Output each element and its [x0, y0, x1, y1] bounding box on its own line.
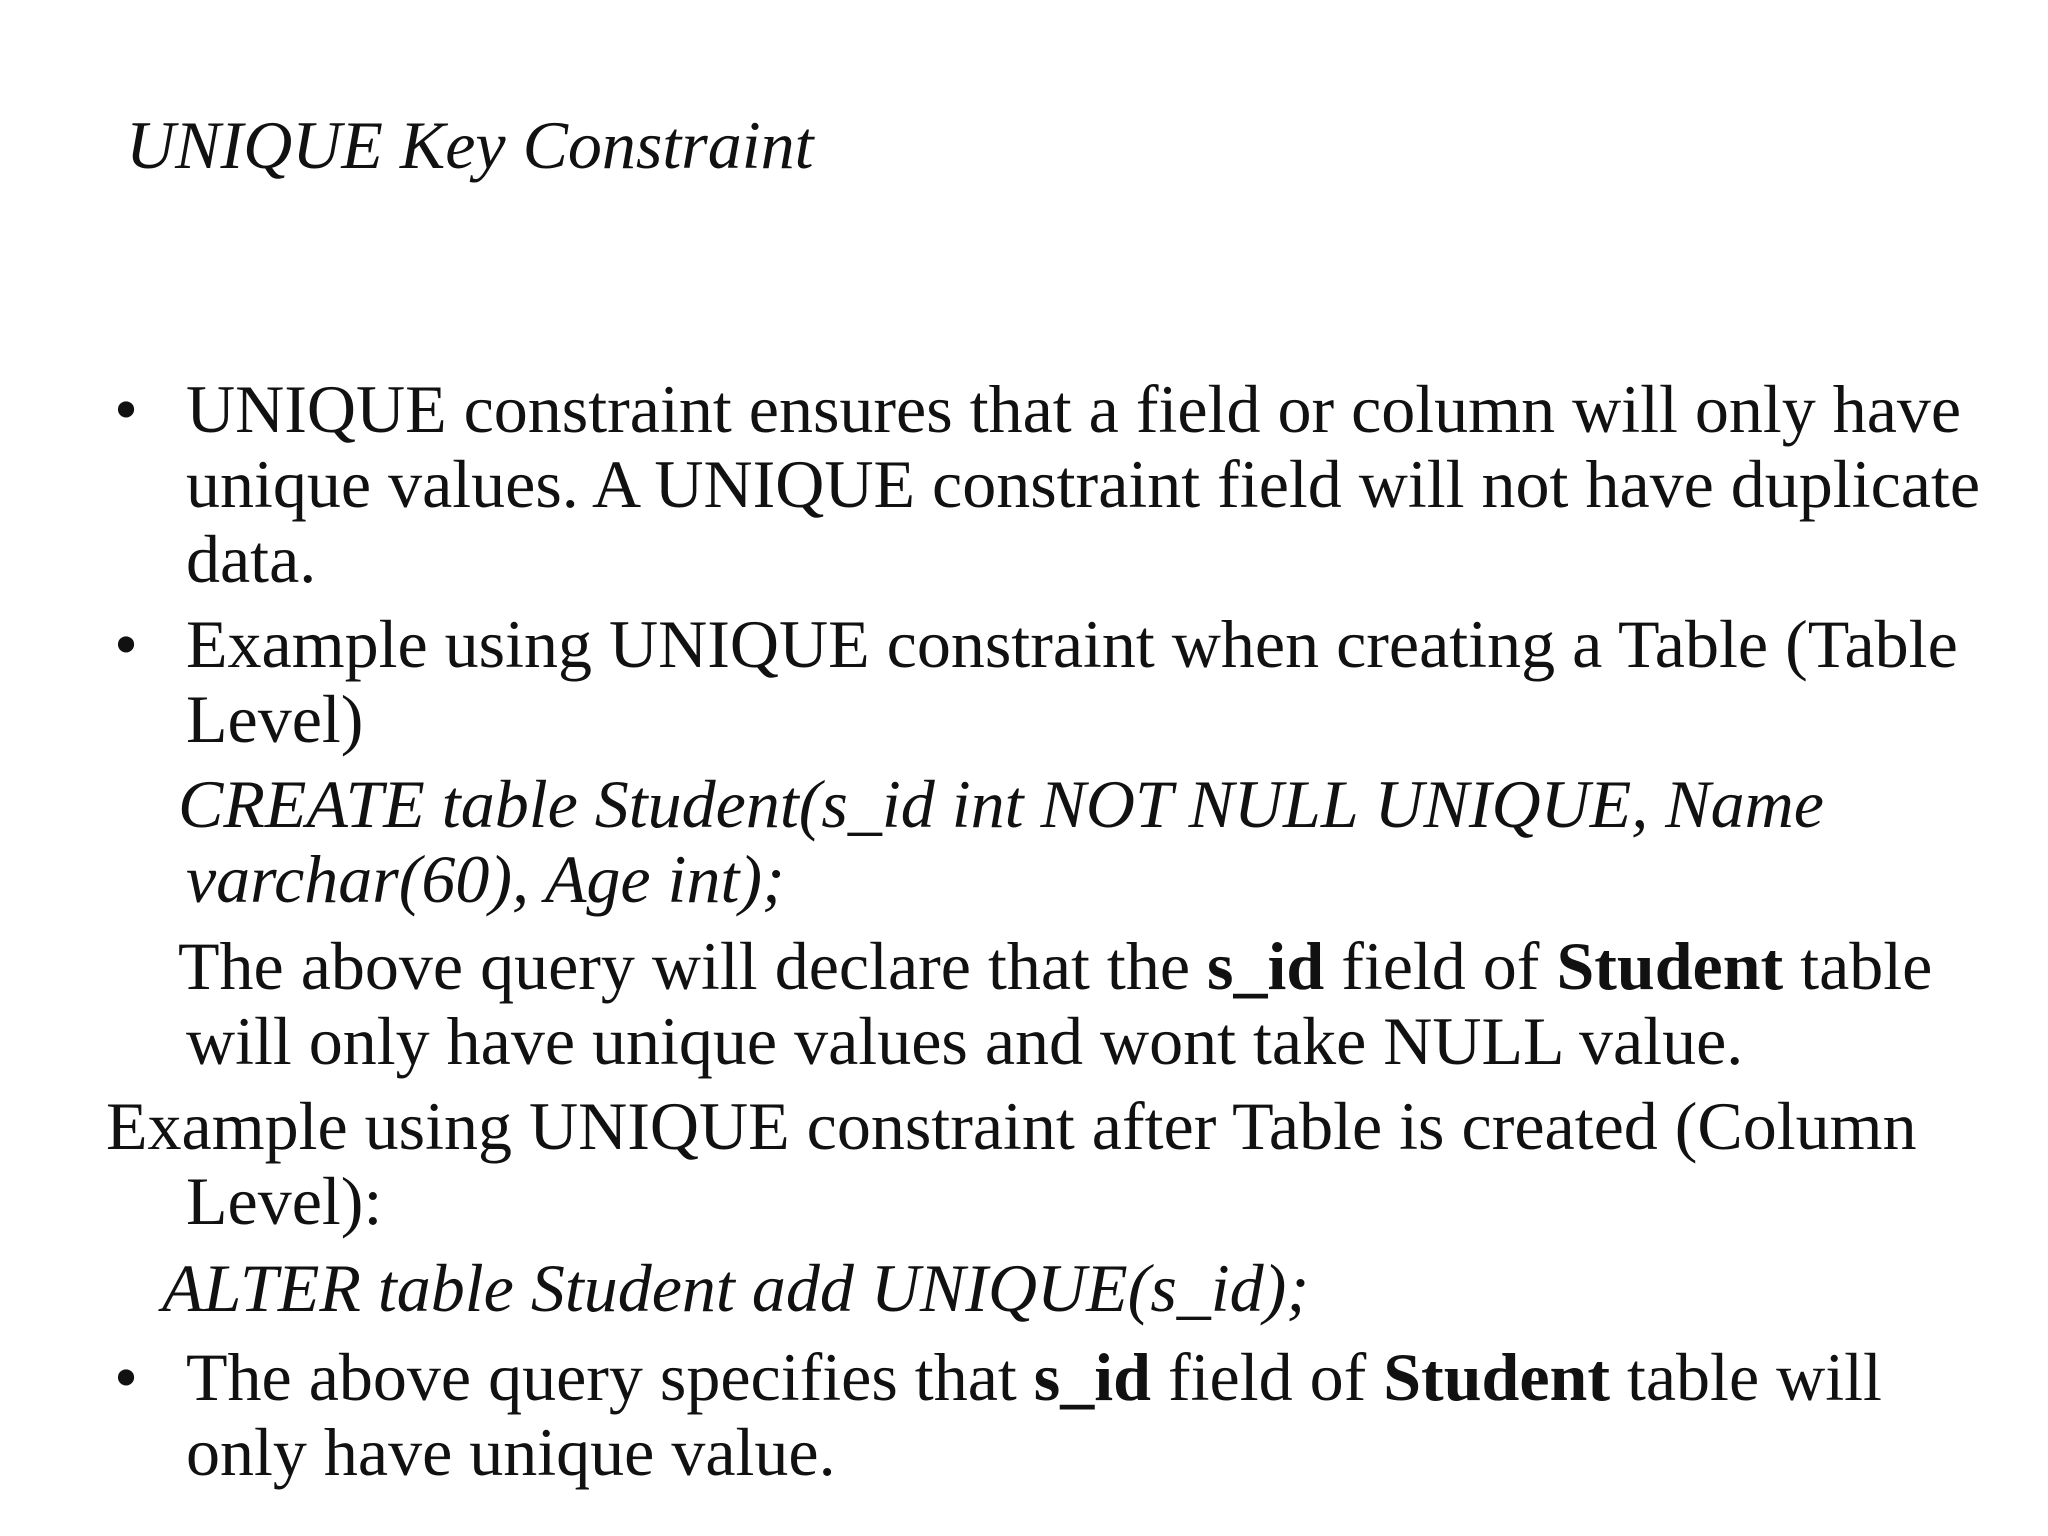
field-name: s_id	[1207, 928, 1325, 1004]
bullet-text: Example using UNIQUE constraint when creating a Table (Table Level)	[186, 606, 1958, 757]
bullet-text: table will only have unique value.	[186, 1339, 1882, 1490]
bullet-icon: •	[114, 606, 138, 682]
code-create-table	[106, 767, 1986, 917]
bullet-text: field of	[1150, 1339, 1384, 1415]
explanation-text: table will only have unique values and wont take NULL value.	[186, 928, 1933, 1079]
table-name: Student	[1556, 928, 1784, 1004]
code-line: CREATE table Student(s_id int NOT NULL UNIQUE, Name	[178, 766, 1824, 842]
bullet-item-unique-definition	[106, 372, 1986, 597]
code-line: ALTER table Student add UNIQUE(s_id);	[162, 1250, 1309, 1326]
field-name: s_id	[1033, 1339, 1151, 1415]
column-level-example-heading	[106, 1089, 1986, 1239]
slide-body	[106, 372, 1986, 1490]
table-name: Student	[1383, 1339, 1610, 1415]
explanation-text: field of	[1324, 928, 1557, 1004]
slide-title: UNIQUE Key Constraint	[126, 107, 814, 183]
explanation-create-table	[106, 929, 1986, 1079]
bullet-icon: •	[114, 1339, 138, 1415]
bullet-item-alter-explanation	[106, 1340, 1986, 1490]
explanation-text: The above query will declare that the	[178, 928, 1207, 1004]
bullet-item-table-level-example	[106, 607, 1986, 757]
bullet-text: The above query specifies that	[186, 1339, 1034, 1415]
code-line: varchar(60), Age int);	[186, 841, 785, 917]
bullet-icon: •	[114, 371, 138, 447]
bullet-text: UNIQUE constraint ensures that a field or column will only have unique values. A UNIQUE constraint field will not have duplicate data.	[186, 371, 1981, 597]
code-alter-table	[106, 1251, 1986, 1326]
example-text: Example using UNIQUE constraint after Table is created (Column Level):	[106, 1088, 1917, 1239]
